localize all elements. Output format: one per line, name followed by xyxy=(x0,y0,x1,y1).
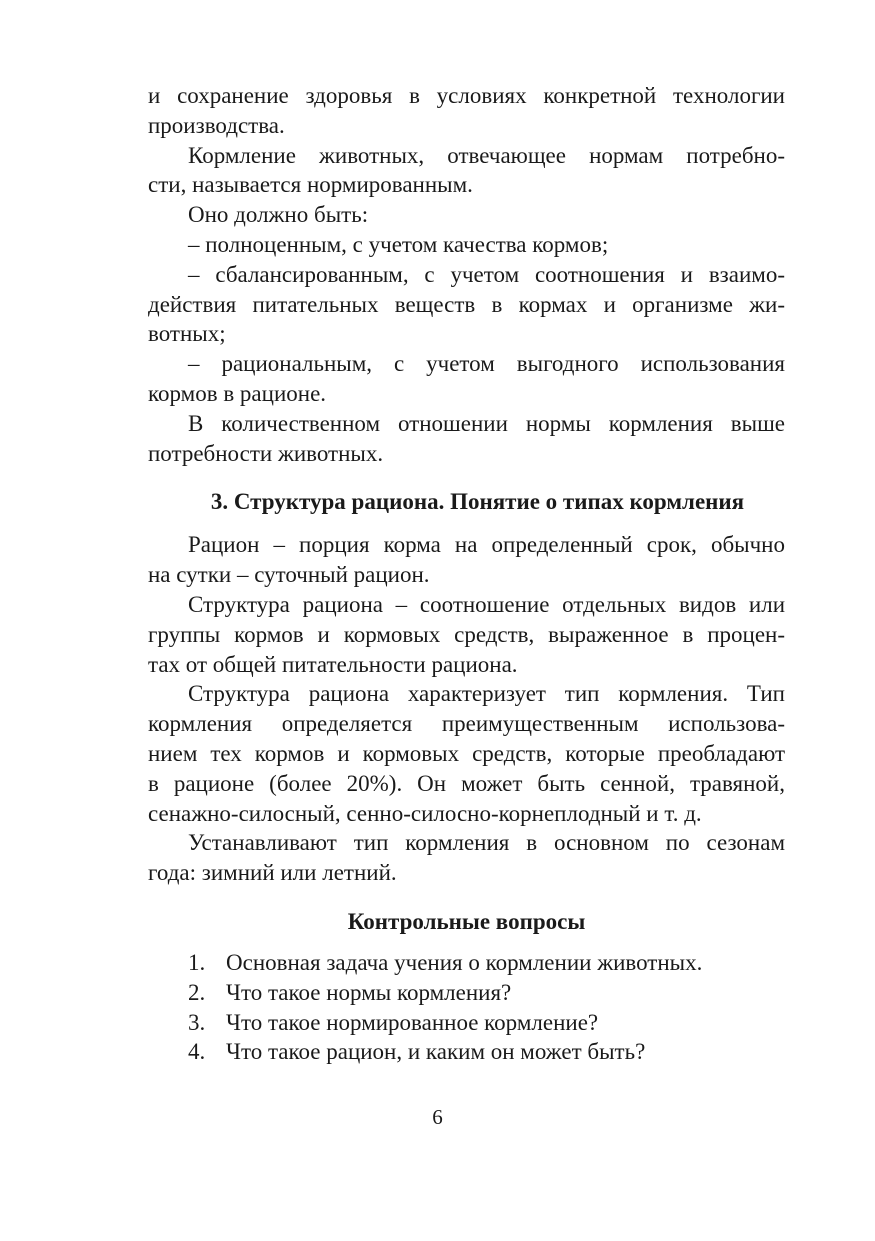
text-line: Структура рациона характеризует тип кормления. Тип xyxy=(188,681,785,707)
text-line: вотных; xyxy=(148,321,226,347)
list-item xyxy=(148,948,785,978)
section-heading: 3. Структура рациона. Понятие о типах кормления xyxy=(210,489,745,515)
text-line: кормов в рационе. xyxy=(148,380,327,406)
text-line: Устанавливают тип кормления в основном по сезонам xyxy=(188,830,785,856)
text-line: и сохранение здоровья в условиях конкретной технологии xyxy=(148,83,785,108)
text-line: – сбалансированным, с учетом соотношения и взаимо- xyxy=(188,261,785,287)
list-item xyxy=(148,1008,785,1038)
list-number: 1. xyxy=(188,949,206,975)
text-line: Оно должно быть: xyxy=(188,202,369,228)
list-item xyxy=(148,1037,785,1067)
page-number: 6 xyxy=(432,1105,443,1129)
page-body xyxy=(148,81,785,1067)
list-number: 4. xyxy=(188,1039,206,1065)
text-line: производства. xyxy=(148,112,285,138)
text-line: тах от общей питательности рациона. xyxy=(148,651,518,677)
list-number: 3. xyxy=(188,1009,206,1035)
text-line: – рациональным, с учетом выгодного использования xyxy=(188,351,785,377)
questions-heading: Контрольные вопросы xyxy=(347,908,586,934)
text-line: в рационе (более 20%). Он может быть сенной, травяной, xyxy=(148,770,785,796)
list-text: Что такое нормы кормления? xyxy=(226,979,512,1005)
list-text: Основная задача учения о кормлении животных. xyxy=(226,949,703,975)
text-line: сенажно-силосный, сенно-силосно-корнеплодный и т. д. xyxy=(148,800,702,826)
text-line: кормления определяется преимущественным использова- xyxy=(148,711,785,737)
list-item xyxy=(148,978,785,1008)
list-text: Что такое рацион, и каким он может быть? xyxy=(226,1039,646,1065)
text-line: сти, называется нормированным. xyxy=(148,172,473,198)
text-line: нием тех кормов и кормовых средств, которые преобладают xyxy=(148,740,785,766)
text-line: Структура рациона – соотношение отдельных видов или xyxy=(188,591,785,617)
text-line: потребности животных. xyxy=(148,440,384,466)
list-number: 2. xyxy=(188,979,206,1005)
text-line: В количественном отношении нормы кормления выше xyxy=(188,410,785,436)
text-line: Кормление животных, отвечающее нормам потребно- xyxy=(188,142,785,168)
list-text: Что такое нормированное кормление? xyxy=(226,1009,599,1035)
text-line: года: зимний или летний. xyxy=(148,860,397,886)
text-line: группы кормов и кормовых средств, выраженное в процен- xyxy=(148,621,785,647)
text-line: действия питательных веществ в кормах и организме жи- xyxy=(148,291,785,317)
text-line: Рацион – порция корма на определенный срок, обычно xyxy=(188,532,785,558)
text-line: на сутки – суточный рацион. xyxy=(148,562,430,588)
text-line: – полноценным, с учетом качества кормов; xyxy=(188,231,609,257)
